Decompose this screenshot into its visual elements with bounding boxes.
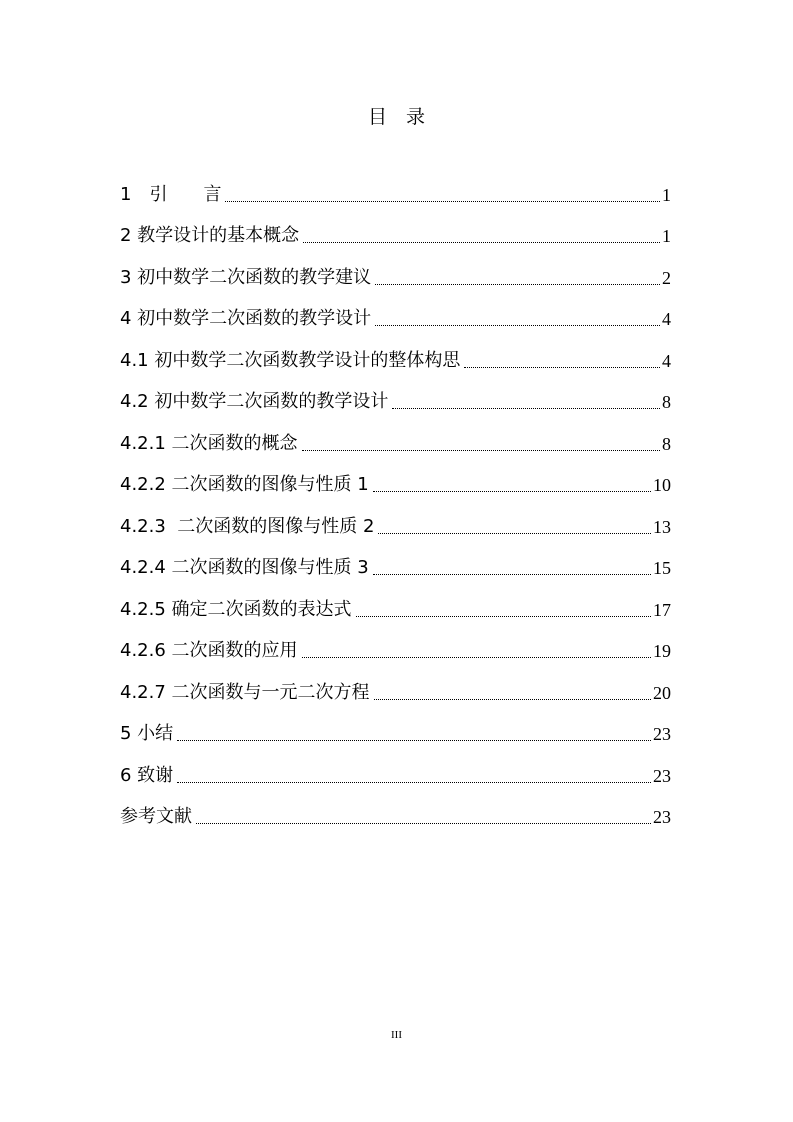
toc-entry[interactable]	[120, 457, 671, 499]
toc-entry-page: 19	[653, 641, 671, 661]
toc-entry-page: 8	[662, 392, 671, 412]
toc-leader	[225, 182, 660, 208]
toc-entry-label: 4.2.6 二次函数的应用	[120, 640, 298, 661]
toc-entry-page: 23	[653, 724, 671, 744]
toc-entry[interactable]	[120, 623, 671, 665]
toc-entry-label: 4 初中数学二次函数的教学设计	[120, 308, 372, 329]
toc-entry[interactable]	[120, 498, 671, 540]
toc-entry[interactable]	[120, 581, 671, 623]
toc-entry-page: 1	[662, 184, 671, 205]
toc-leader	[378, 514, 651, 540]
toc-leader	[375, 265, 660, 291]
toc-entry-label: 4.2.3 二次函数的图像与性质 2	[120, 515, 375, 537]
toc-entry-page: 20	[653, 682, 671, 703]
toc-entry-label: 4.1 初中数学二次函数教学设计的整体构思	[120, 349, 461, 371]
toc-entry-page: 4	[662, 309, 671, 329]
toc-entry[interactable]	[120, 332, 671, 374]
toc-entry[interactable]	[120, 789, 671, 831]
toc-entry-page: 23	[653, 765, 671, 786]
toc-leader	[464, 348, 660, 374]
toc-entry[interactable]	[120, 706, 671, 748]
toc-entry-page: 2	[662, 267, 671, 288]
toc-leader	[196, 804, 651, 830]
toc-entry[interactable]	[120, 747, 671, 789]
toc-entry-label: 4.2.1 二次函数的概念	[120, 432, 298, 454]
toc-entry-page: 13	[653, 516, 671, 537]
toc-leader	[392, 389, 660, 415]
toc-leader	[177, 763, 651, 789]
toc-entry-page: 1	[662, 226, 671, 246]
toc-entry[interactable]	[120, 208, 671, 250]
toc-entry-label: 2 教学设计的基本概念	[120, 225, 300, 246]
toc-leader	[302, 638, 651, 664]
toc-entry-label: 5 小结	[120, 723, 174, 744]
toc-entry[interactable]	[120, 166, 671, 208]
toc-entry-label: 4.2 初中数学二次函数的教学设计	[120, 391, 389, 412]
toc-entry-page: 15	[653, 558, 671, 578]
toc-entry[interactable]	[120, 291, 671, 333]
toc-leader	[356, 597, 651, 623]
toc-entry[interactable]	[120, 249, 671, 291]
toc-entry-label: 4.2.2 二次函数的图像与性质 1	[120, 474, 369, 495]
footer-page-number: III	[391, 1029, 402, 1041]
toc-entry-label: 4.2.4 二次函数的图像与性质 3	[120, 557, 369, 578]
toc-entry[interactable]	[120, 374, 671, 416]
toc-entry[interactable]	[120, 415, 671, 457]
toc-entry-label: 4.2.7 二次函数与一元二次方程	[120, 681, 370, 703]
toc-leader	[177, 721, 651, 747]
toc-entry-label: 6 致谢	[120, 764, 174, 786]
toc-entry[interactable]	[120, 540, 671, 582]
toc-entry-page: 23	[653, 807, 671, 827]
toc-leader	[374, 680, 651, 706]
toc-entry-page: 10	[653, 475, 671, 495]
toc-leader	[375, 306, 660, 332]
toc-leader	[373, 472, 651, 498]
toc-entry-page: 4	[662, 350, 671, 371]
toc-leader	[373, 555, 651, 581]
toc-entry-page: 17	[653, 599, 671, 620]
toc-list	[120, 166, 671, 830]
toc-leader	[303, 223, 660, 249]
toc-leader	[302, 431, 660, 457]
toc-entry-label: 3 初中数学二次函数的教学建议	[120, 266, 372, 288]
toc-entry-label: 参考文献	[120, 806, 192, 827]
toc-title: 目 录	[367, 106, 425, 128]
toc-entry[interactable]	[120, 664, 671, 706]
toc-entry-label: 4.2.5 确定二次函数的表达式	[120, 598, 352, 620]
toc-entry-page: 8	[662, 433, 671, 454]
toc-entry-label: 1 引 言	[120, 183, 222, 205]
